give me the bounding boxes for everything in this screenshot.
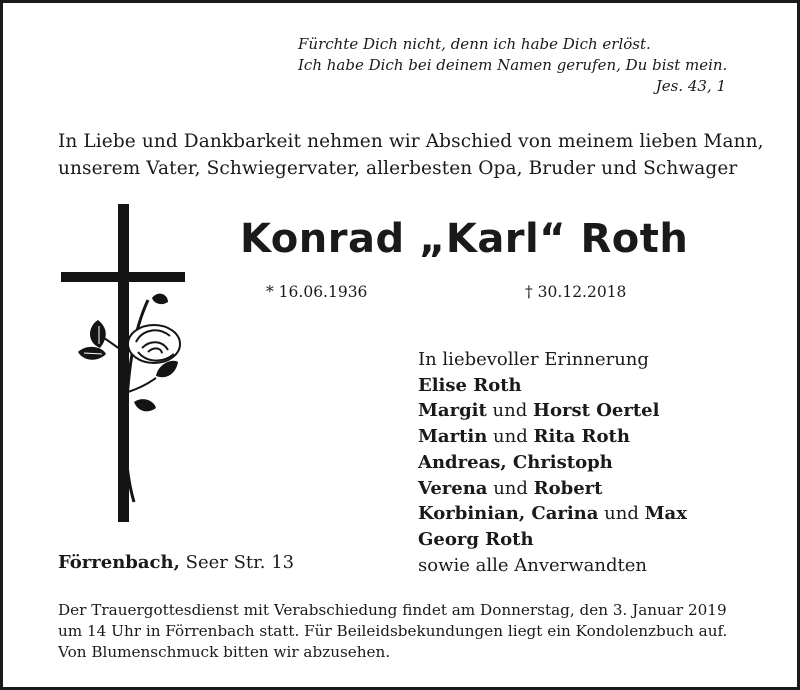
conjunction: und — [493, 426, 528, 448]
family-member: Margit — [418, 400, 487, 422]
family-line — [418, 476, 687, 502]
death-date: † 30.12.2018 — [525, 283, 627, 301]
family-member: Robert — [533, 477, 603, 499]
verse-line-2: Ich habe Dich bei deinem Namen gerufen, Du bist mein. — [298, 56, 728, 74]
conjunction: und — [604, 503, 639, 525]
family-line — [418, 424, 687, 450]
family-closing: sowie alle Anverwandten — [418, 554, 647, 576]
birth-date: * 16.06.1936 — [266, 283, 368, 301]
family-line — [418, 501, 687, 527]
family-line — [418, 373, 687, 399]
intro-line-1: In Liebe und Dankbarkeit nehmen wir Abschied von meinem lieben Mann, — [58, 131, 764, 152]
conjunction: und — [493, 477, 528, 499]
family-line — [418, 527, 687, 553]
service-line-3: Von Blumenschmuck bitten wir abzusehen. — [58, 643, 391, 661]
address — [58, 552, 294, 573]
service-line-2: um 14 Uhr in Förrenbach statt. Für Beileidsbekundungen liegt ein Kondolenzbuch auf. — [58, 622, 728, 640]
intro-text — [58, 128, 764, 182]
verse-line-1: Fürchte Dich nicht, denn ich habe Dich erlöst. — [298, 35, 651, 53]
street: Seer Str. 13 — [185, 552, 295, 573]
family-heading: In liebevoller Erinnerung — [418, 349, 649, 370]
deceased-name: Konrad „Karl“ Roth — [240, 216, 689, 262]
cross-with-rose-icon — [58, 202, 198, 527]
town: Förrenbach, — [58, 552, 180, 573]
family-member: Verena — [418, 477, 488, 499]
service-line-1: Der Trauergottesdienst mit Verabschiedung findet am Donnerstag, den 3. Januar 2019 — [58, 601, 727, 619]
family-member: Andreas, Christoph — [418, 451, 613, 473]
family-member: Korbinian, Carina — [418, 503, 599, 525]
family-line — [418, 398, 687, 424]
conjunction: und — [492, 400, 528, 422]
family-member: Rita Roth — [533, 426, 630, 448]
family-member: Horst Oertel — [533, 400, 660, 422]
intro-line-2: unserem Vater, Schwiegervater, allerbesten Opa, Bruder und Schwager — [58, 158, 738, 179]
bible-verse — [298, 34, 727, 97]
family-member: Georg Roth — [418, 528, 534, 550]
family-member: Max — [644, 503, 687, 525]
family-member: Martin — [418, 426, 488, 448]
family-member: Elise Roth — [418, 374, 522, 396]
verse-reference: Jes. 43, 1 — [655, 77, 726, 95]
service-info — [58, 600, 727, 663]
family-list — [418, 347, 687, 578]
family-line — [418, 450, 687, 476]
